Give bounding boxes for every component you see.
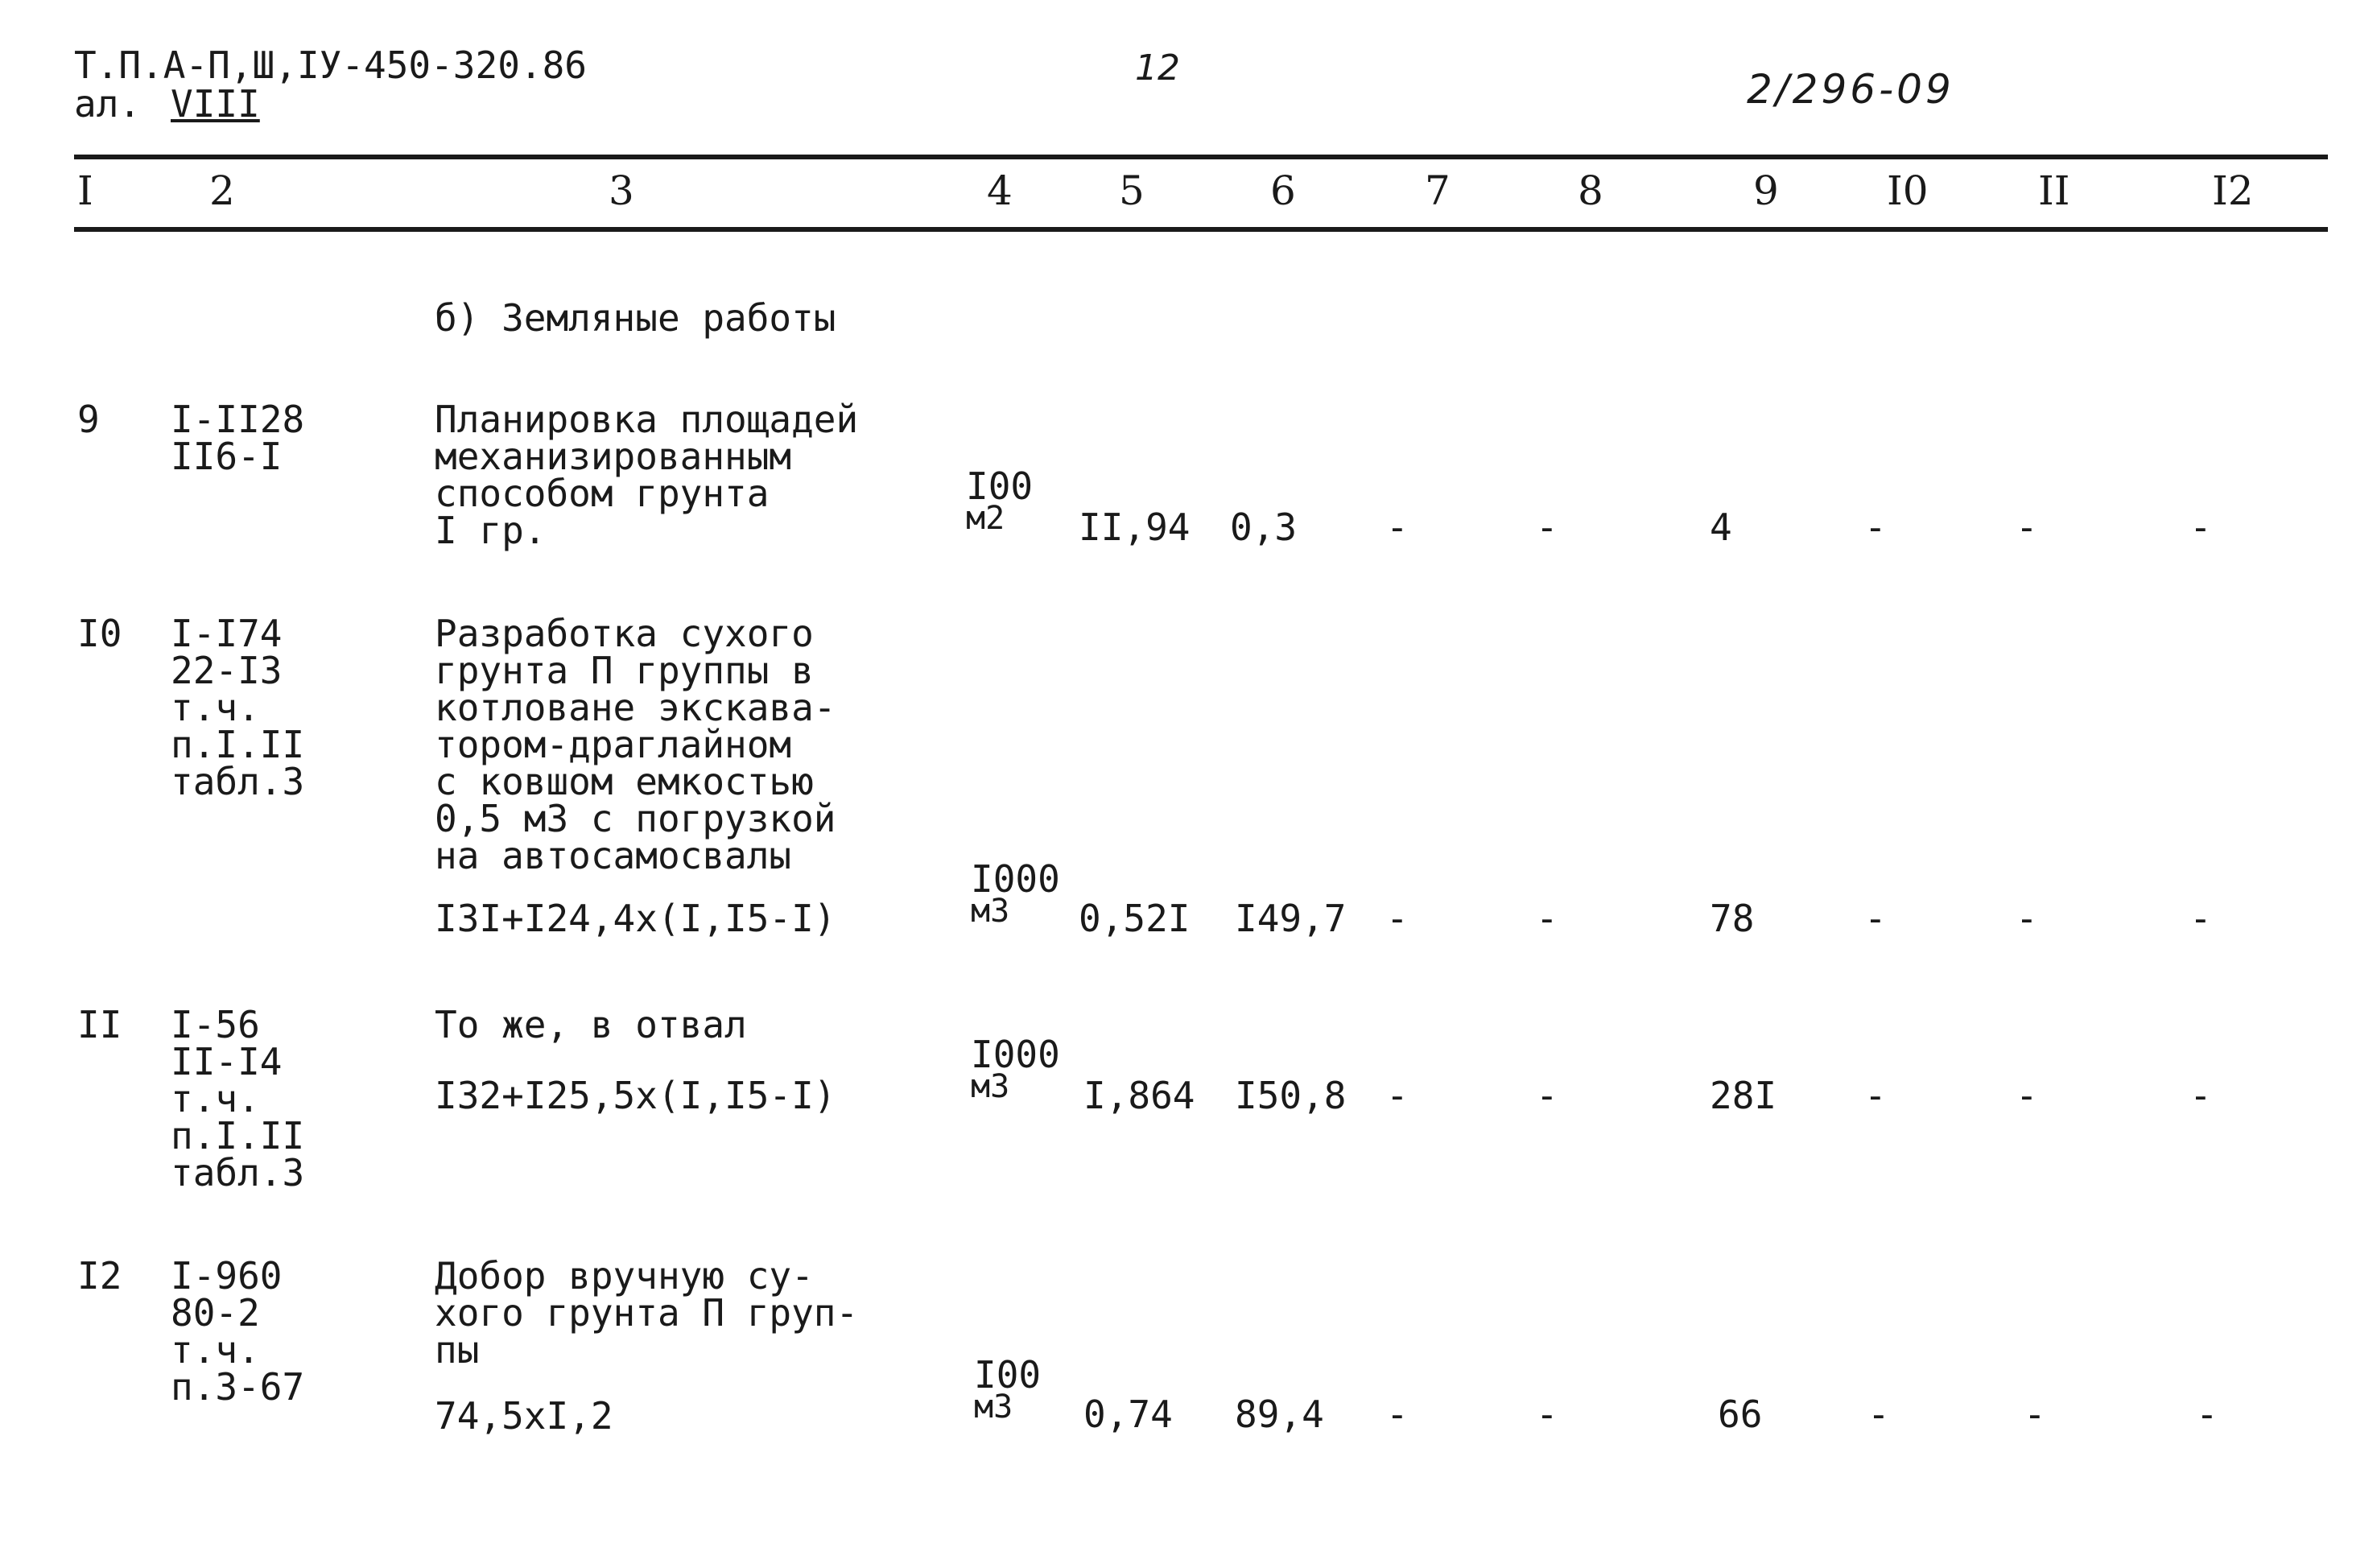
col6-value: 0,3: [1230, 505, 1298, 549]
col8-value: -: [1536, 897, 1558, 940]
col11-value: -: [2024, 1393, 2046, 1436]
col11-value: -: [2016, 505, 2038, 549]
norm-code: I-56 II-I4 т.ч. п.I.II табл.3: [171, 1003, 305, 1195]
doc-number: 2/296-09: [1747, 66, 1954, 113]
col8-value: -: [1536, 1393, 1558, 1436]
column-header-5: 5: [1119, 167, 1145, 214]
unit-bottom: м3: [971, 893, 1010, 930]
col10-value: -: [1864, 505, 1887, 549]
column-header-1: I: [77, 167, 93, 214]
col11-value: -: [2016, 897, 2038, 940]
norm-code: I-II28 II6-I: [171, 398, 305, 478]
unit-top: I00: [966, 464, 1034, 508]
col9-value: 4: [1710, 505, 1732, 549]
row-number: I2: [77, 1254, 122, 1298]
work-description: Разработка сухого грунта П группы в котловане экскава- тором-драглайном с ковшом емкостью 0,5 м3 с погрузкой на автосамосвалы: [435, 612, 836, 877]
calc-formula: 74,5xI,2: [435, 1394, 613, 1438]
row-number: II: [77, 1003, 122, 1046]
col7-value: -: [1386, 1393, 1409, 1436]
quantity: 0,74: [1083, 1393, 1173, 1436]
col8-value: -: [1536, 505, 1558, 549]
document-code: Т.П.А-П,Ш,IУ-450-320.86: [74, 43, 587, 87]
quantity: 0,52I: [1079, 897, 1191, 940]
header-bottom-rule: [74, 227, 2328, 232]
work-description: То же, в отвал: [435, 1003, 747, 1046]
unit-top: I000: [971, 857, 1060, 901]
col9-value: 78: [1710, 897, 1755, 940]
col10-value: -: [1867, 1393, 1890, 1436]
calc-formula: I32+I25,5x(I,I5-I): [435, 1074, 836, 1117]
header-top-rule: [74, 155, 2328, 159]
col10-value: -: [1864, 897, 1887, 940]
column-header-3: 3: [609, 167, 634, 214]
column-header-9: 9: [1753, 167, 1779, 214]
column-header-11: II: [2038, 167, 2070, 214]
col10-value: -: [1864, 1074, 1887, 1117]
col12-value: -: [2189, 897, 2212, 940]
col6-value: I50,8: [1235, 1074, 1347, 1117]
column-header-2: 2: [209, 167, 235, 214]
calc-formula: I3I+I24,4x(I,I5-I): [435, 897, 836, 940]
quantity: II,94: [1079, 505, 1191, 549]
work-description: Планировка площадей механизированным способом грунта I гр.: [435, 398, 859, 552]
unit-bottom: м3: [971, 1068, 1010, 1105]
norm-code: I-960 80-2 т.ч. п.3-67: [171, 1254, 305, 1409]
col8-value: -: [1536, 1074, 1558, 1117]
section-title: б) Земляные работы: [435, 296, 836, 340]
col7-value: -: [1386, 505, 1409, 549]
unit-bottom: м3: [974, 1389, 1013, 1426]
col6-value: I49,7: [1235, 897, 1347, 940]
col11-value: -: [2016, 1074, 2038, 1117]
unit-of-measure: [966, 464, 1034, 537]
row-number: 9: [77, 398, 100, 441]
quantity: I,864: [1083, 1074, 1195, 1117]
unit-of-measure: [971, 1033, 1060, 1105]
col7-value: -: [1386, 1074, 1409, 1117]
unit-top: I00: [974, 1353, 1042, 1397]
column-header-8: 8: [1578, 167, 1603, 214]
unit-bottom: м2: [966, 500, 1005, 537]
col7-value: -: [1386, 897, 1409, 940]
col6-value: 89,4: [1235, 1393, 1324, 1436]
col12-value: -: [2189, 1074, 2212, 1117]
album-number: VIII: [171, 82, 260, 126]
column-header-6: 6: [1270, 167, 1296, 214]
col12-value: -: [2189, 505, 2212, 549]
col9-value: 28I: [1710, 1074, 1777, 1117]
page-number: 12: [1135, 47, 1180, 89]
unit-top: I000: [971, 1033, 1060, 1076]
work-description: Добор вручную су- хого грунта П груп- пы: [435, 1254, 859, 1372]
unit-of-measure: [971, 857, 1060, 930]
column-header-7: 7: [1425, 167, 1451, 214]
album-label: ал.: [74, 82, 142, 126]
col9-value: 66: [1718, 1393, 1763, 1436]
col12-value: -: [2196, 1393, 2218, 1436]
row-number: I0: [77, 612, 122, 655]
norm-code: I-I74 22-I3 т.ч. п.I.II табл.3: [171, 612, 305, 803]
unit-of-measure: [974, 1353, 1042, 1426]
column-header-4: 4: [987, 167, 1013, 214]
column-header-10: I0: [1887, 167, 1929, 214]
column-header-12: I2: [2212, 167, 2254, 214]
